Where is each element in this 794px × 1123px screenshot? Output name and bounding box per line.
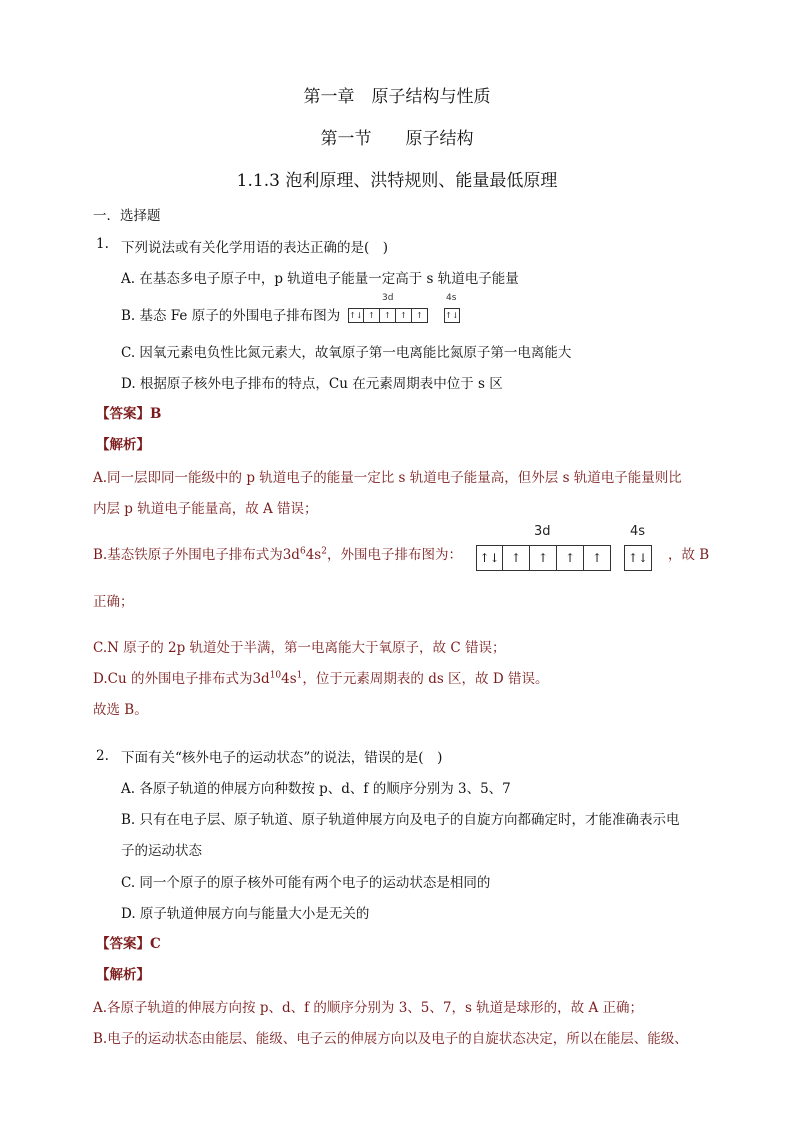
q1-explanation-b-line2: 正确； bbox=[93, 594, 134, 610]
q2-answer: 【答案】C bbox=[96, 936, 161, 952]
small-4s-boxes bbox=[444, 308, 460, 323]
label-4s-large: 4s bbox=[630, 524, 646, 539]
exb-sup1: 6 bbox=[299, 546, 306, 557]
q1-explanation-c: C.N 原子的 2p 轨道处于半满，第一电离能大于氧原子，故 C 错误； bbox=[93, 640, 506, 656]
q1-option-a: A. 在基态多电子原子中，p 轨道电子能量一定高于 s 轨道电子能量 bbox=[121, 271, 519, 287]
orbital-box: ↑ bbox=[364, 308, 380, 323]
q1-number: 1. bbox=[96, 236, 109, 252]
chapter-title: 第一章 原子结构与性质 bbox=[303, 87, 491, 107]
orbital-box: ↑ bbox=[557, 545, 584, 571]
exd-pre: D.Cu 的外围电子排布式为3d bbox=[93, 671, 270, 687]
exd-mid: 4s bbox=[281, 671, 297, 687]
label-3d-large: 3d bbox=[534, 524, 551, 539]
orbital-box: ↑ bbox=[503, 545, 530, 571]
q2-explanation-a: A.各原子轨道的伸展方向按 p、d、f 的顺序分别为 3、5、7，s 轨道是球形的，故 A 正确； bbox=[93, 1000, 644, 1016]
q1-explanation-b-end: ，故 B bbox=[668, 547, 710, 563]
q1-option-c: C. 因氧元素电负性比氮元素大，故氧原子第一电离能比氮原子第一电离能大 bbox=[121, 345, 572, 361]
orbital-box: ↑↓ bbox=[444, 308, 460, 323]
q2-analysis-label: 【解析】 bbox=[96, 967, 150, 983]
label-3d-small: 3d bbox=[382, 293, 394, 303]
q2-stem: 下面有关“核外电子的运动状态”的说法，错误的是( ) bbox=[121, 750, 443, 766]
large-3d-boxes bbox=[476, 545, 611, 571]
q1-stem: 下列说法或有关化学用语的表达正确的是( ) bbox=[121, 240, 389, 256]
q1-explanation-d bbox=[93, 667, 548, 687]
exb-mid: 4s bbox=[305, 547, 322, 563]
q2-option-c: C. 同一个原子的原子核外可能有两个电子的运动状态是相同的 bbox=[121, 875, 491, 891]
section-title: 第一节 原子结构 bbox=[320, 129, 474, 149]
label-4s-small: 4s bbox=[446, 293, 457, 303]
q1-option-d: D. 根据原子核外电子排布的特点，Cu 在元素周期表中位于 s 区 bbox=[121, 376, 503, 392]
q1-option-b-orbital-diagram bbox=[348, 293, 468, 329]
orbital-box: ↑ bbox=[396, 308, 412, 323]
large-4s-boxes bbox=[624, 545, 652, 571]
exd-sup2: 1 bbox=[296, 670, 303, 681]
q1-answer: 【答案】B bbox=[96, 406, 162, 422]
q2-explanation-b: B.电子的运动状态由能层、能级、电子云的伸展方向以及电子的自旋状态决定，所以在能层、能级、 bbox=[93, 1031, 688, 1047]
part-heading: 一．选择题 bbox=[93, 208, 161, 224]
exb-sup2: 2 bbox=[321, 546, 327, 557]
exd-sup1: 10 bbox=[269, 670, 282, 681]
q1-option-b: B. 基态 Fe 原子的外围电子排布图为 bbox=[121, 308, 341, 324]
orbital-box: ↑ bbox=[412, 308, 428, 323]
q1-explanation-a-line2: 内层 p 轨道电子能量高，故 A 错误； bbox=[93, 501, 318, 517]
q1-analysis-label: 【解析】 bbox=[96, 437, 150, 453]
q1-conclusion: 故选 B。 bbox=[93, 702, 148, 718]
q2-option-a: A. 各原子轨道的伸展方向种数按 p、d、f 的顺序分别为 3、5、7 bbox=[121, 781, 511, 797]
q1-explanation-a-line1: A.同一层即同一能级中的 p 轨道电子的能量一定比 s 轨道电子能量高，但外层 s 轨道电子能量则比 bbox=[93, 470, 682, 486]
q2-number: 2. bbox=[96, 748, 109, 764]
orbital-box: ↑↓ bbox=[348, 308, 364, 323]
q2-option-b-line1: B. 只有在电子层、原子轨道、原子轨道伸展方向及电子的自旋方向都确定时，才能准确表示电 bbox=[121, 812, 680, 828]
exd-post: ，位于元素周期表的 ds 区，故 D 错误。 bbox=[302, 671, 549, 687]
q1-explanation-orbital-diagram bbox=[476, 524, 666, 576]
orbital-box: ↑↓ bbox=[624, 545, 652, 571]
exb-post: ，外围电子排布图为： bbox=[326, 547, 462, 563]
q1-explanation-b bbox=[93, 543, 462, 563]
q2-option-b-line2: 子的运动状态 bbox=[121, 843, 202, 859]
orbital-box: ↑ bbox=[584, 545, 611, 571]
small-3d-boxes bbox=[348, 308, 428, 323]
orbital-box: ↑ bbox=[530, 545, 557, 571]
q2-option-d: D. 原子轨道伸展方向与能量大小是无关的 bbox=[121, 906, 370, 922]
orbital-box: ↑↓ bbox=[476, 545, 503, 571]
exb-pre: B.基态铁原子外围电子排布式为3d bbox=[93, 547, 300, 563]
orbital-box: ↑ bbox=[380, 308, 396, 323]
lesson-title: 1.1.3 泡利原理、洪特规则、能量最低原理 bbox=[236, 171, 558, 191]
